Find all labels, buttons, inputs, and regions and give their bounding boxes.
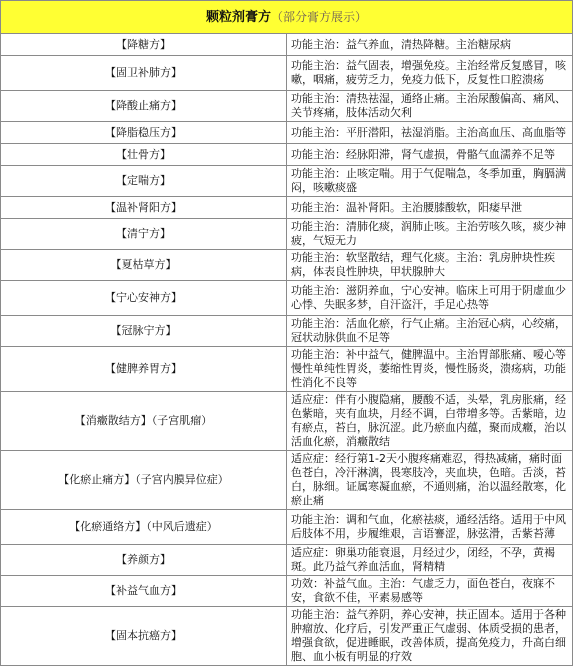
table-row: [1, 316, 573, 347]
remedy-description-cell: 功能主治：清热祛湿，通络止痛。主治尿酸偏高、痛风、关节疼痛，肢体活动欠利: [287, 91, 573, 122]
remedy-name-cell: 【固卫补肺方】: [1, 56, 287, 91]
table-row: [1, 510, 573, 545]
remedy-name-cell: 【夏枯草方】: [1, 250, 287, 281]
remedy-description-cell: 功能主治：益气养血，清热降糖。主治糖尿病: [287, 34, 573, 56]
table-row: [1, 545, 573, 576]
remedy-description-cell: 功能主治：滋阴养血，宁心安神。临床上可用于阴虚血少心悸、失眠多梦，自汗盗汗，手足心热等: [287, 281, 573, 316]
table-row: [1, 250, 573, 281]
table-row: [1, 392, 573, 451]
remedy-description-cell: 适应症：卵巢功能衰退，月经过少，闭经，不孕，黄褐斑。此乃益气养血活血，肾精精: [287, 545, 573, 576]
remedy-description-cell: 功能主治：止咳定喘。用于气促喘急，冬季加重，胸膈满闷，咳嗽痰盛: [287, 166, 573, 197]
table-row: [1, 347, 573, 392]
remedy-description-cell: 功能主治：补中益气，健脾温中。主治胃部胀痛、嗳心等慢性单纯性胃炎，萎缩性胃炎，慢性肠炎，溃疡病，功能性消化不良等: [287, 347, 573, 392]
table-header-row: [1, 1, 573, 34]
remedy-description-cell: 适应症：经行第1-2天小腹疼痛难忍，得热减痛，痛时面色苍白，冷汗淋漓，畏寒肢冷，夹血块，色暗。舌淡，苔白，脉细。证属寒凝血瘀，不通则痛，治以温经散寒，化瘀止痛: [287, 451, 573, 510]
remedy-description-cell: 适应症：伴有小腹隐痛，腰酸不适，头晕，乳房胀痛，经色紫暗，夹有血块，月经不调，白带增多等。舌紫暗，边有瘀点，苔白，脉沉涩。此乃瘀血内蕴，聚而成癥，治以活血化瘀，消癥散结: [287, 392, 573, 451]
remedy-name-cell: 【消癥散结方】（子宫肌瘤）: [1, 392, 287, 451]
remedy-name-cell: 【降酸止痛方】: [1, 91, 287, 122]
table-row: [1, 451, 573, 510]
remedy-name-cell: 【降脂稳压方】: [1, 122, 287, 144]
remedy-name-cell: 【冠脉宁方】: [1, 316, 287, 347]
table-subtitle: （部分膏方展示）: [271, 9, 368, 24]
remedy-description-cell: 功能主治：平肝潜阳，祛湿消脂。主治高血压、高血脂等: [287, 122, 573, 144]
remedy-name-cell: 【宁心安神方】: [1, 281, 287, 316]
remedy-name-cell: 【壮骨方】: [1, 144, 287, 166]
remedy-name-cell: 【清宁方】: [1, 219, 287, 250]
table-row: [1, 144, 573, 166]
table-row: [1, 56, 573, 91]
remedy-name-cell: 【化瘀通络方】（中风后遗症）: [1, 510, 287, 545]
remedy-name-cell: 【养颜方】: [1, 545, 287, 576]
remedy-description-cell: 功能主治：活血化瘀，行气止痛。主治冠心病，心绞痛，冠状动脉供血不足等: [287, 316, 573, 347]
table-row: [1, 281, 573, 316]
table-row: [1, 34, 573, 56]
table-row: [1, 576, 573, 607]
remedy-name-cell: 【温补肾阳方】: [1, 197, 287, 219]
table-row: [1, 219, 573, 250]
remedy-description-cell: 功能主治：温补肾阳。主治腰膝酸软，阳痿早泄: [287, 197, 573, 219]
table-row: [1, 607, 573, 666]
table-row: [1, 166, 573, 197]
remedy-name-cell: 【补益气血方】: [1, 576, 287, 607]
table-row: [1, 91, 573, 122]
remedy-description-cell: 功能主治：益气养阴，养心安神，扶正固本。适用于各种肿瘤放、化疗后，引发严重正气虚弱、体质受损的患者，增强食欲，促进睡眠，改善体质，提高免疫力，升高白细胞、血小板有明显的疗效: [287, 607, 573, 666]
remedy-description-cell: 功能主治：调和气血，化瘀祛痰，通经活络。适用于中风后肢体不用，步履维艰，言语謇涩，脉弦滑，舌紫苔薄: [287, 510, 573, 545]
remedy-name-cell: 【固本抗癌方】: [1, 607, 287, 666]
table-row: [1, 122, 573, 144]
remedy-description-cell: 功能主治：益气固表，增强免疫。主治经常反复感冒，咳嗽，咽痛，疲劳乏力，免疫力低下，反复性口腔溃疡: [287, 56, 573, 91]
table-title: 颗粒剂膏方: [205, 9, 271, 25]
remedy-name-cell: 【健脾养胃方】: [1, 347, 287, 392]
remedy-description-cell: 功效：补益气血。主治：气虚乏力，面色苍白，夜寐不安，食欲不佳，平素易感等: [287, 576, 573, 607]
remedy-description-cell: 功能主治：清肺化痰，润肺止咳。主治劳咳久咳，痰少神疲，气短无力: [287, 219, 573, 250]
remedy-name-cell: 【降糖方】: [1, 34, 287, 56]
table-row: [1, 197, 573, 219]
remedy-name-cell: 【定喘方】: [1, 166, 287, 197]
remedy-description-cell: 功能主治：经脉阳滞，肾气虚损，骨骼气血濡养不足等: [287, 144, 573, 166]
remedy-name-cell: 【化瘀止痛方】（子宫内膜异位症）: [1, 451, 287, 510]
remedy-table-body: [1, 1, 573, 666]
remedy-description-cell: 功能主治：软坚散结，理气化痰。主治：乳房肿块性疾病，体表良性肿块，甲状腺肿大: [287, 250, 573, 281]
table-header-cell: [1, 1, 573, 34]
